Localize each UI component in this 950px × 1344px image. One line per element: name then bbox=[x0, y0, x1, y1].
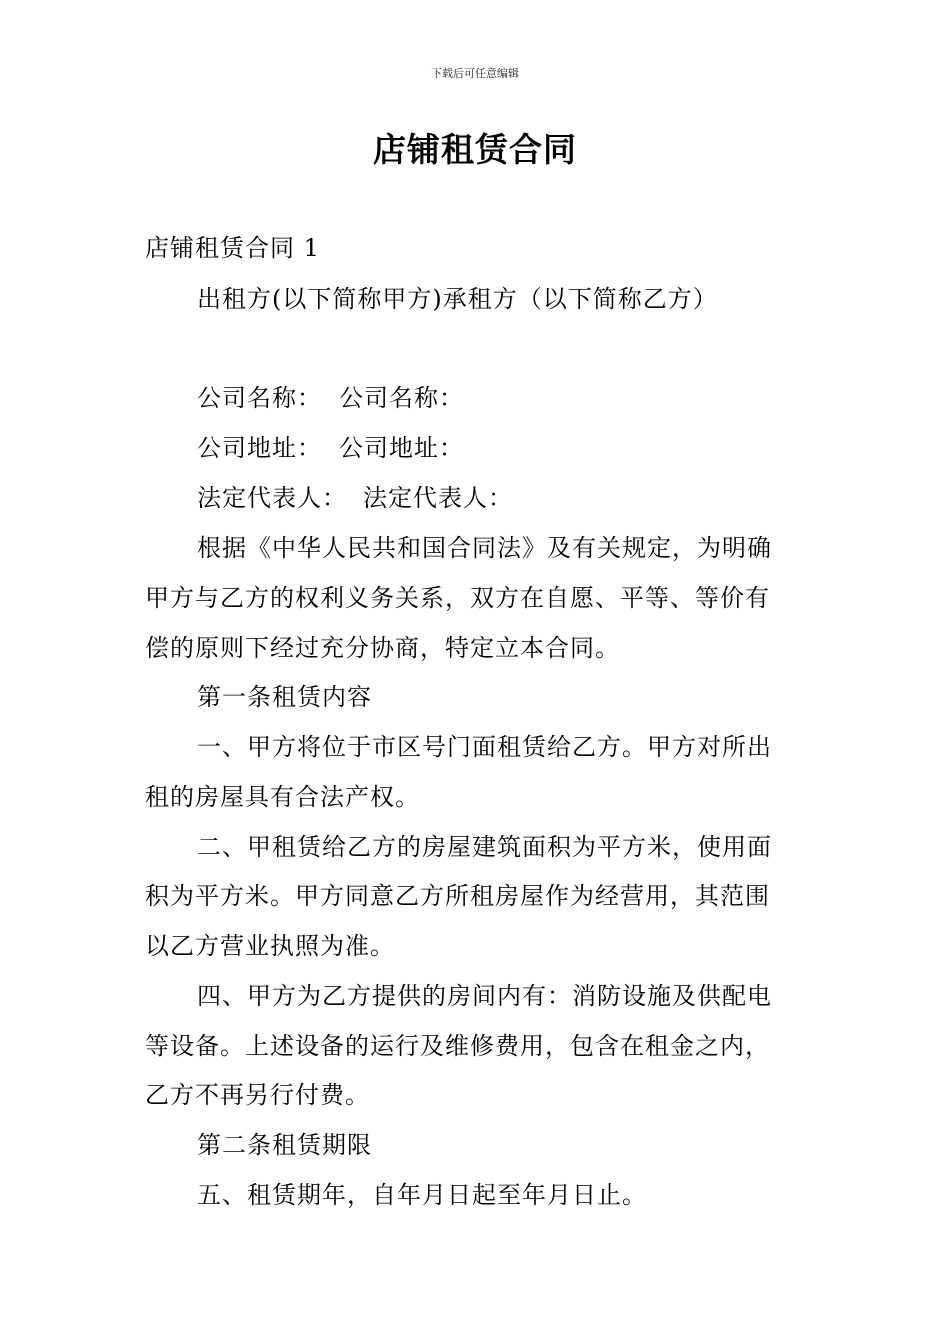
article-1-heading: 第一条租赁内容 bbox=[197, 683, 372, 711]
header-note: 下载后可任意编辑 bbox=[431, 67, 519, 80]
company-address-row bbox=[197, 433, 810, 463]
article-2-heading: 第二条租赁期限 bbox=[197, 1131, 372, 1159]
preamble-line-3: 偿的原则下经过充分协商，特定立本合同。 bbox=[145, 634, 620, 662]
clause-4-line-2: 等设备。上述设备的运行及维修费用，包含在租金之内， bbox=[145, 1032, 770, 1060]
clause-4-line-1: 四、甲方为乙方提供的房间内有：消防设施及供配电 bbox=[197, 982, 772, 1010]
clause-1-line-1: 一、甲方将位于市区号门面租赁给乙方。甲方对所出 bbox=[197, 733, 772, 761]
lessee-legal-rep-label: 法定代表人： bbox=[363, 484, 513, 512]
company-name-row bbox=[197, 383, 810, 413]
clause-1-line-2: 租的房屋具有合法产权。 bbox=[145, 783, 420, 811]
section-heading: 店铺租赁合同 1 bbox=[145, 234, 320, 262]
parties-line: 出租方(以下简称甲方)承租方（以下简称乙方） bbox=[197, 285, 718, 313]
lessee-company-name-label: 公司名称： bbox=[339, 384, 464, 412]
clause-4-line-3: 乙方不再另行付费。 bbox=[145, 1081, 370, 1109]
lessor-legal-rep-label: 法定代表人： bbox=[197, 484, 347, 512]
legal-rep-row bbox=[197, 483, 810, 513]
lessor-company-address-label: 公司地址： bbox=[197, 434, 322, 462]
lessor-company-name-label: 公司名称： bbox=[197, 384, 322, 412]
clause-5-line-1: 五、租赁期年，自年月日起至年月日止。 bbox=[197, 1181, 647, 1209]
clause-2-line-3: 以乙方营业执照为准。 bbox=[145, 932, 395, 960]
clause-2-line-1: 二、甲租赁给乙方的房屋建筑面积为平方米，使用面 bbox=[197, 833, 772, 861]
lessee-company-address-label: 公司地址： bbox=[339, 434, 464, 462]
clause-2-line-2: 积为平方米。甲方同意乙方所租房屋作为经营用，其范围 bbox=[145, 882, 770, 910]
preamble-line-2: 甲方与乙方的权利义务关系，双方在自愿、平等、等价有 bbox=[145, 584, 770, 612]
document-title: 店铺租赁合同 bbox=[373, 130, 577, 169]
preamble-line-1: 根据《中华人民共和国合同法》及有关规定，为明确 bbox=[197, 534, 772, 562]
